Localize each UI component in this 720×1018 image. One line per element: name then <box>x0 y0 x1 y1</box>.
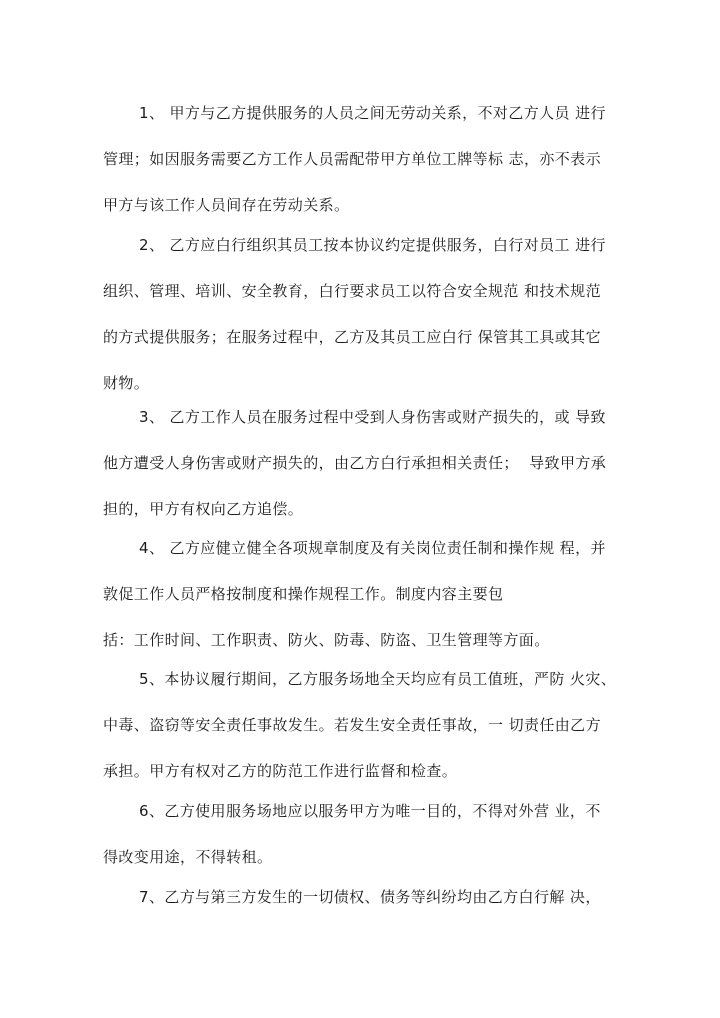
clause-1 <box>103 90 607 228</box>
clause-line: 承担。甲方有权对乙方的防范工作进行监督和检查。 <box>103 762 458 780</box>
clause-5 <box>103 656 617 794</box>
clause-line: 1、 甲方与乙方提供服务的人员之间无劳动关系，不对乙方人员 进行 <box>139 104 606 122</box>
clause-line: 得改变用途，不得转租。 <box>103 848 273 866</box>
clause-line: 括：工作时间、工作职责、防火、防毒、防盗、卫生管理等方面。 <box>103 631 550 649</box>
clause-4 <box>103 525 607 663</box>
clause-6 <box>103 788 607 880</box>
clause-line: 中毒、盗窃等安全责任事故发生。若发生安全责任事故，一 切责任由乙方 <box>103 716 601 734</box>
clause-line: 5、本协议履行期间，乙方服务场地全天均应有员工值班，严防 火灾、 <box>139 670 617 688</box>
clause-line: 甲方与该工作人员间存在劳动关系。 <box>103 196 350 214</box>
clause-line: 3、 乙方工作人员在服务过程中受到人身伤害或财产损失的，或 导致 <box>139 408 606 426</box>
clause-line: 管理；如因服务需要乙方工作人员需配带甲方单位工牌等标 志，亦不表示 <box>103 150 601 168</box>
clause-2 <box>103 222 607 406</box>
clause-7 <box>103 874 607 920</box>
clause-line: 4、 乙方应健立健全各项规章制度及有关岗位责任制和操作规 程，并 <box>139 539 606 557</box>
clause-line: 他方遭受人身伤害或财产损失的，由乙方白行承担相关责任； 导致甲方承 <box>103 454 607 472</box>
clause-3 <box>103 394 607 532</box>
clause-line: 的方式提供服务；在服务过程中，乙方及其员工应白行 保管其工具或其它 <box>103 328 601 346</box>
clause-line: 2、 乙方应白行组织其员工按本协议约定提供服务，白行对员工 进行 <box>139 236 606 254</box>
clause-line: 7、乙方与第三方发生的一切债权、债务等纠纷均由乙方白行解 决， <box>139 888 601 906</box>
clause-line: 组织、管理、培训、安全教育，白行要求员工以符合安全规范 和技术规范 <box>103 282 601 300</box>
clause-line: 财物。 <box>103 374 150 392</box>
clause-line: 6、乙方使用服务场地应以服务甲方为唯一目的，不得对外营 业，不 <box>139 802 601 820</box>
clause-line: 敦促工作人员严格按制度和操作规程工作。制度内容主要包 <box>103 585 504 603</box>
clause-line: 担的，甲方有权向乙方追偿。 <box>103 500 304 518</box>
